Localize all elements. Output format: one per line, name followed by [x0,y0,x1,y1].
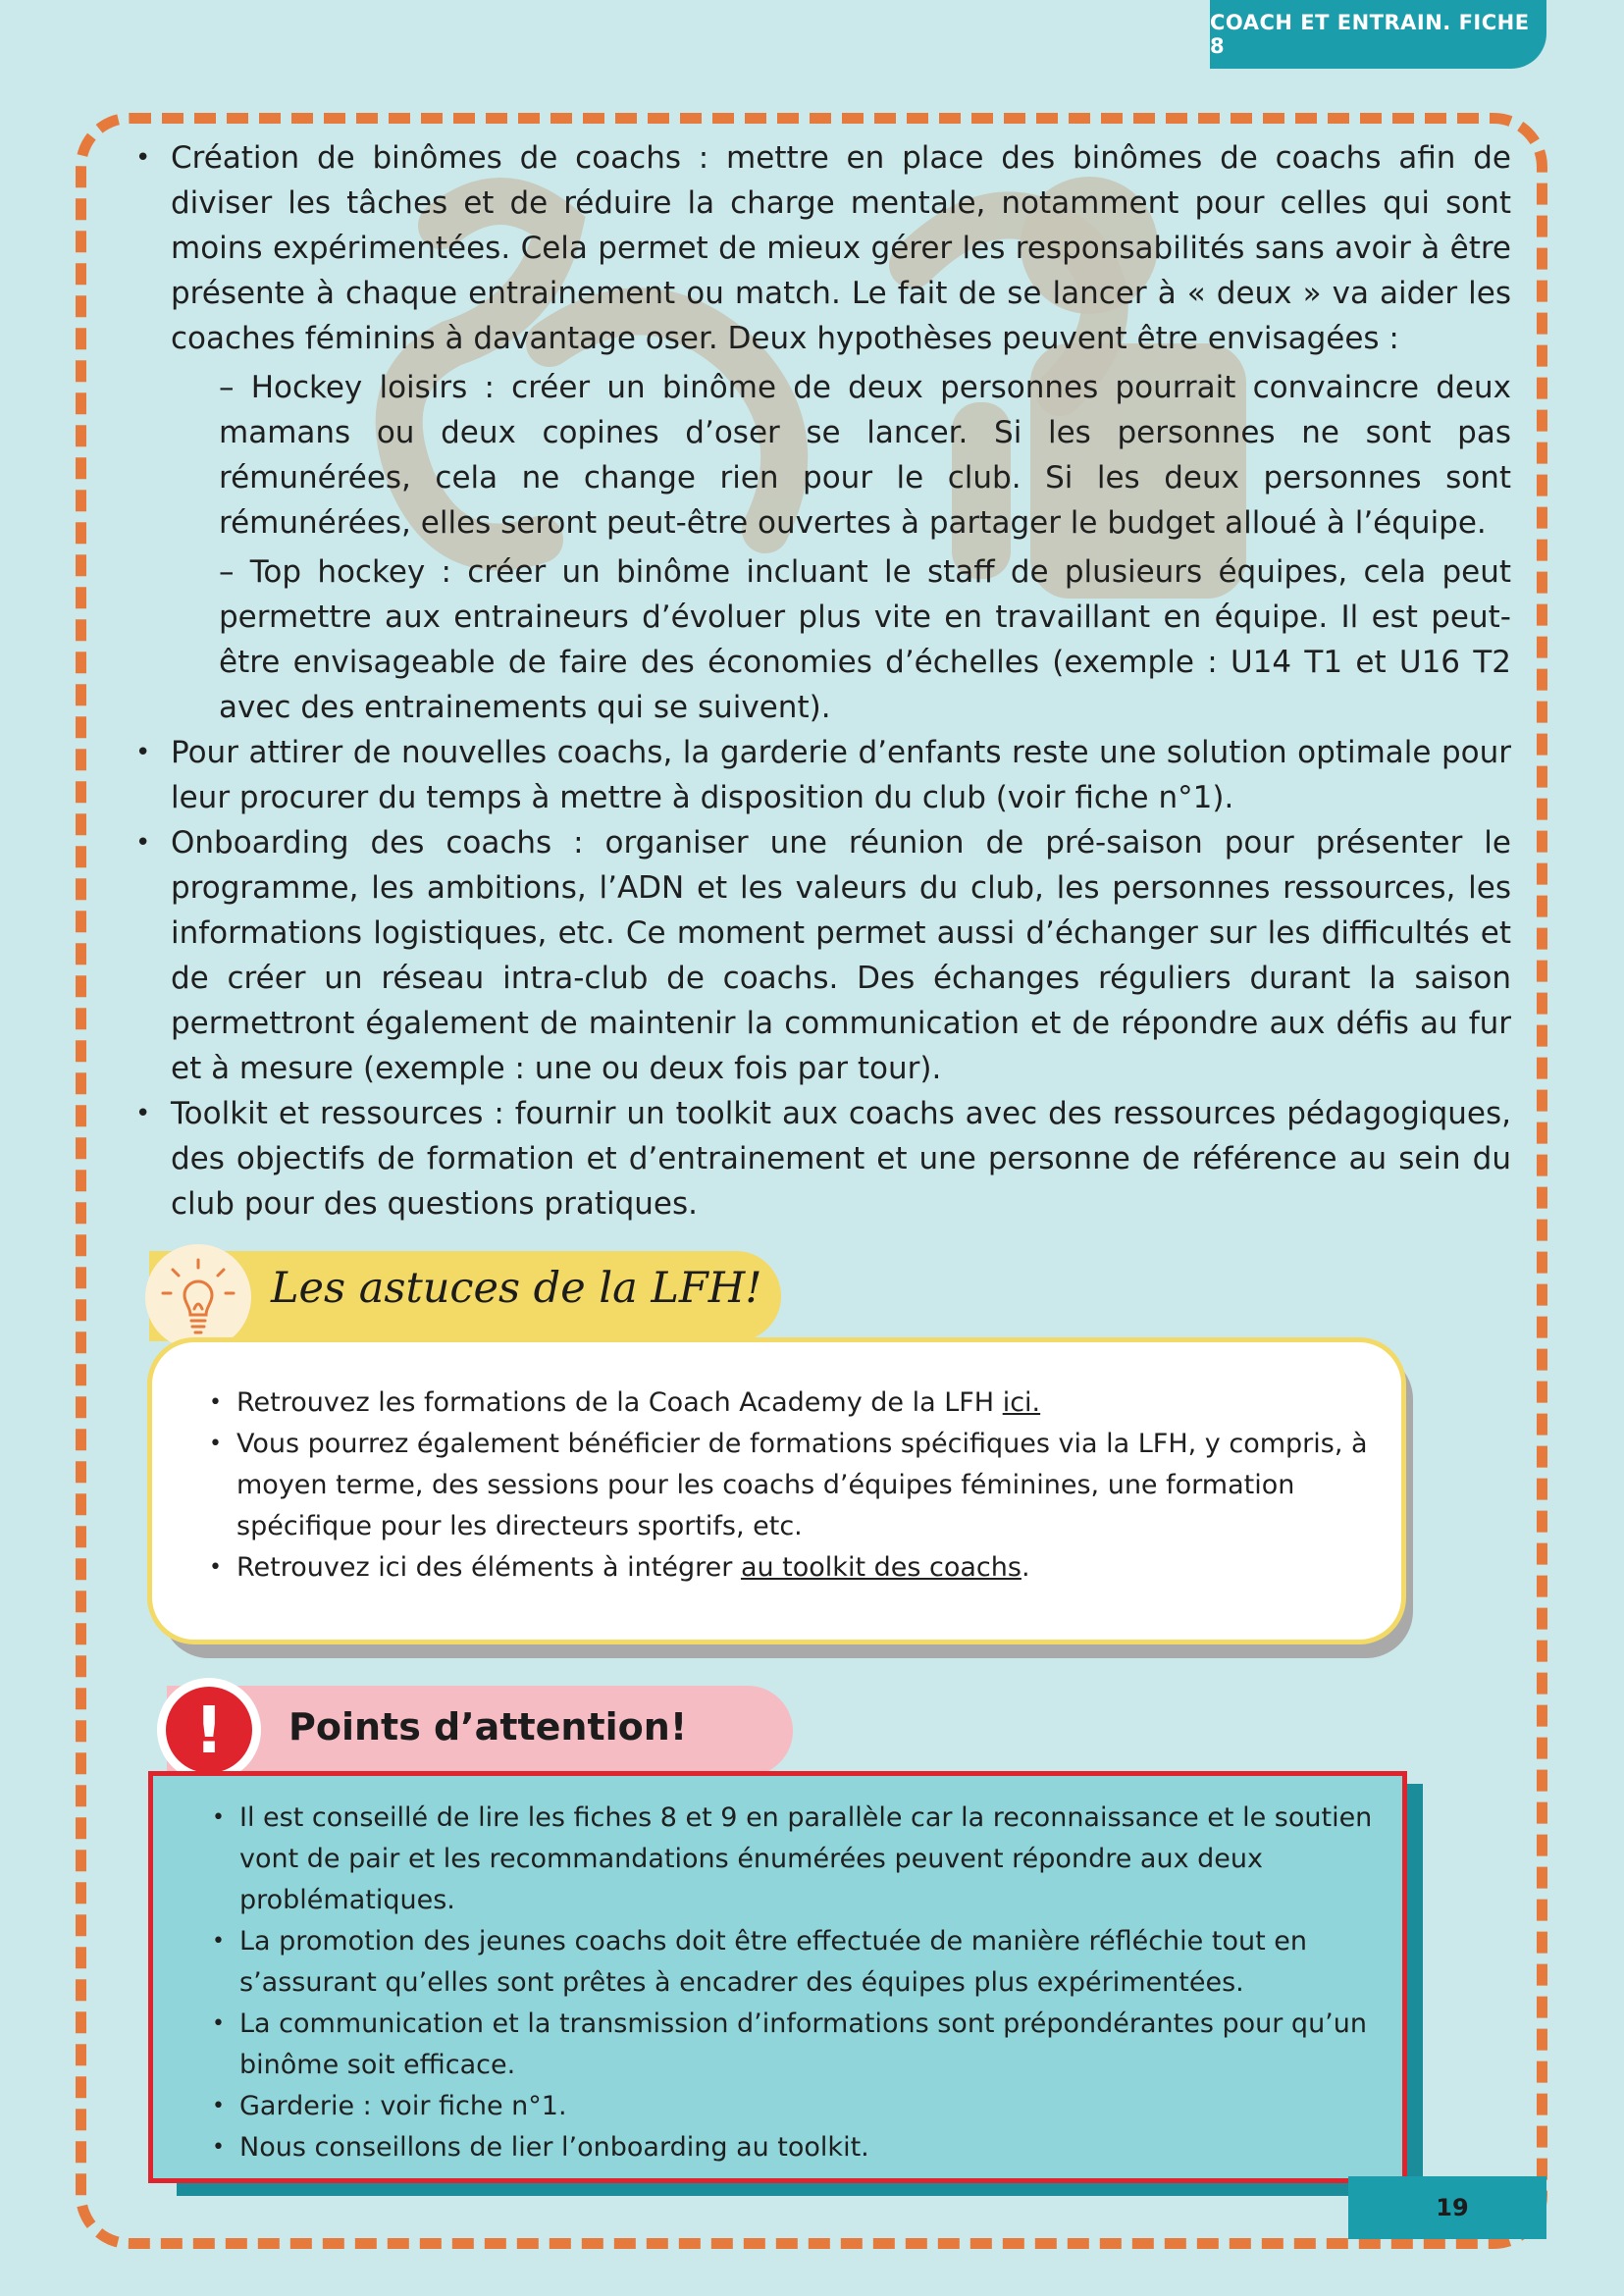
section-tab: COACH ET ENTRAIN. FICHE 8 [1210,0,1546,69]
attention-list [208,1798,1395,2168]
list-item [208,1921,1395,2004]
recommendations-list [128,135,1511,1226]
item-text: Toolkit et ressources : fournir un toolkit aux coachs avec des ressources pédagogiques, des objectifs de formation et d’entrainement et une personne de référence au sein du club pour des questions pratiques. [171,1096,1511,1222]
item-text: La promotion des jeunes coachs doit être effectuée de manière réfléchie tout en s’assurant qu’elles sont prêtes à encadrer des équipes plus expérimentées. [239,1926,1307,1998]
item-text: Vous pourrez également bénéficier de formations spécifiques via la LFH, y compris, à moyen terme, des sessions pour les coachs d’équipes féminines, une formation spécifique pour les directeurs sportifs, etc. [236,1429,1368,1541]
bullet-icon: • [209,1432,222,1456]
list-item [205,1383,1392,1424]
item-text: Pour attirer de nouvelles coachs, la garderie d’enfants reste une solution optimale pour leur procurer du temps à mettre à disposition du club (voir fiche n°1). [171,735,1511,815]
coach-academy-link[interactable]: ici. [1002,1387,1041,1418]
list-item [128,730,1511,820]
bullet-icon: • [212,1929,225,1954]
attention-title: Points d’attention! [288,1705,688,1748]
bullet-icon: • [135,828,151,858]
item-text: Onboarding des coachs : organiser une réunion de pré-saison pour présenter le programme, les ambitions, l’ADN et les valeurs du club, les personnes ressources, les informations logistiques, etc. Ce moment permet aussi d’échanger sur les difficultés et de créer un réseau intra-club de coachs. Des échanges réguliers durant la saison permettront également de maintenir la communication et de répondre aux défis au fur et à mesure (exemple : une ou deux fois par tour). [171,825,1511,1086]
sub-item-loisirs: – Hockey loisirs : créer un binôme de deux personnes pourrait convaincre deux mamans ou deux copines d’oser se lancer. Si les personnes ne sont pas rémunérées, cela ne change rien pour le club. Si les deux personnes sont rémunérées, elles seront peut-être ouvertes à partager le budget alloué à l’équipe. [219,370,1511,541]
bullet-icon: • [212,2011,225,2036]
bullet-icon: • [212,2135,225,2160]
list-item [205,1547,1392,1589]
page-number: 19 [1348,2176,1546,2239]
list-item [128,135,1511,730]
item-text: Il est conseillé de lire les fiches 8 et 9 en parallèle car la reconnaissance et le soutien vont de pair et les recommandations énumérées peuvent répondre aux deux problématiques. [239,1802,1373,1915]
bullet-icon: • [212,2094,225,2118]
list-item [208,2127,1395,2168]
toolkit-link[interactable]: au toolkit des coachs [740,1552,1022,1583]
item-text: Nous conseillons de lier l’onboarding au toolkit. [239,2132,869,2163]
item-text: La communication et la transmission d’informations sont prépondérantes pour qu’un binôme soit efficace. [239,2009,1367,2080]
lightbulb-icon [145,1244,251,1350]
bullet-icon: • [212,1805,225,1830]
bullet-icon: • [209,1555,222,1580]
tips-title: Les astuces de la LFH! [271,1264,762,1313]
item-text: Garderie : voir fiche n°1. [239,2091,567,2121]
item-text: Retrouvez ici des éléments à intégrer [236,1552,741,1583]
list-item [208,2004,1395,2086]
list-item [205,1424,1392,1547]
tips-list [205,1383,1392,1589]
list-item [128,820,1511,1091]
exclamation-icon [157,1678,261,1782]
bullet-icon: • [135,143,151,173]
bullet-icon: • [135,738,151,767]
exclamation-glyph: ! [166,1687,252,1773]
sub-item-top-hockey: – Top hockey : créer un binôme incluant le staff de plusieurs équipes, cela peut permettre aux entraineurs d’évoluer plus vite en travaillant en équipe. Il est peut-être envisageable de faire des économies d’échelles (exemple : U14 T1 et U16 T2 avec des entrainements qui se suivent). [219,554,1511,725]
bullet-icon: • [135,1099,151,1128]
list-item [208,1798,1395,1921]
item-text-end: . [1021,1552,1030,1583]
list-item [208,2086,1395,2127]
bullet-icon: • [209,1390,222,1415]
list-item [128,1091,1511,1226]
item-text: Retrouvez les formations de la Coach Academy de la LFH [236,1387,1003,1418]
item-text: Création de binômes de coachs : mettre en place des binômes de coachs afin de diviser les tâches et de réduire la charge mentale, notamment pour celles qui sont moins expérimentées. Cela permet de mieux gérer les responsabilités sans avoir à être présente à chaque entrainement ou match. Le fait de se lancer à « deux » va aider les coaches féminins à davantage oser. Deux hypothèses peuvent être envisagées : [171,140,1511,356]
